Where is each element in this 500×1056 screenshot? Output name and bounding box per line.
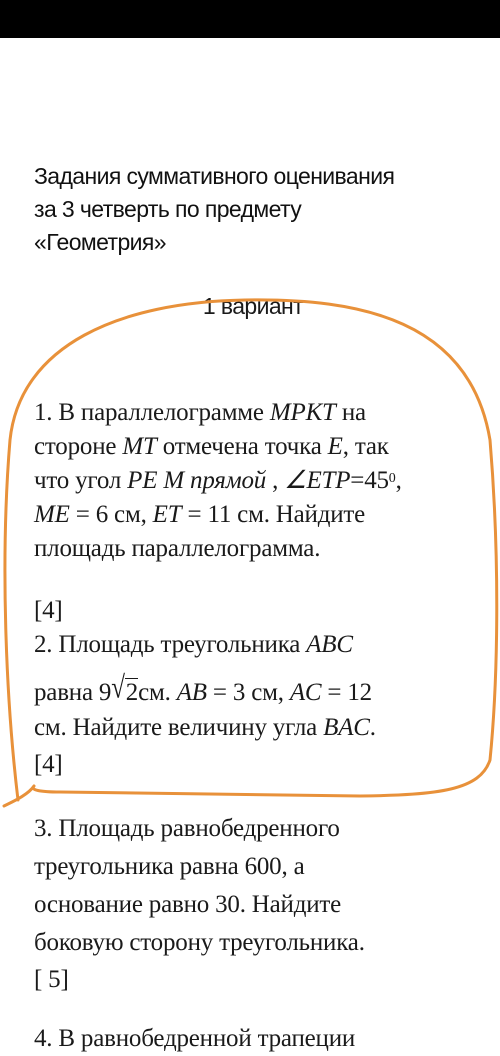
title-line: Задания суммативного оценивания [34,163,395,189]
task4-line: 4. В равнобедренной трапеции [34,1025,356,1052]
task2-line: см. Найдите величину угла BAC. [34,714,376,741]
task1-line: стороне MT отмечена точка E, так [34,433,389,460]
task3-line: 3. Площадь равнобедренного [34,815,340,842]
task1-line: 1. В параллелограмме MPKT на [34,399,366,426]
task1-line: что угол PE M прямой , $\angle ETP=45^0$, [34,467,402,494]
task1-line: площадь параллелограмма. [34,535,321,562]
task3-score: [ 5] [34,966,69,993]
task1-score: [4] [34,597,63,624]
variant-heading: 1 вариант [202,293,304,319]
title-line: «Геометрия» [34,229,166,255]
task3-line: боковую сторону треугольника. [34,929,365,956]
title-line: за 3 четверть по предмету [34,196,302,222]
task2-line: равна 9√2см. AB = 3 см, AC = 12 [34,676,372,710]
task1-line: ME = 6 см, ET = 11 см. Найдите [34,501,366,528]
task2-line: 2. Площадь треугольника ABC [34,631,353,658]
square-root: √2 [111,671,139,706]
task2-score: [4] [34,751,63,778]
task3-line: основание равно 30. Найдите [34,891,342,918]
task3-line: треугольника равна 600, а [34,853,305,880]
